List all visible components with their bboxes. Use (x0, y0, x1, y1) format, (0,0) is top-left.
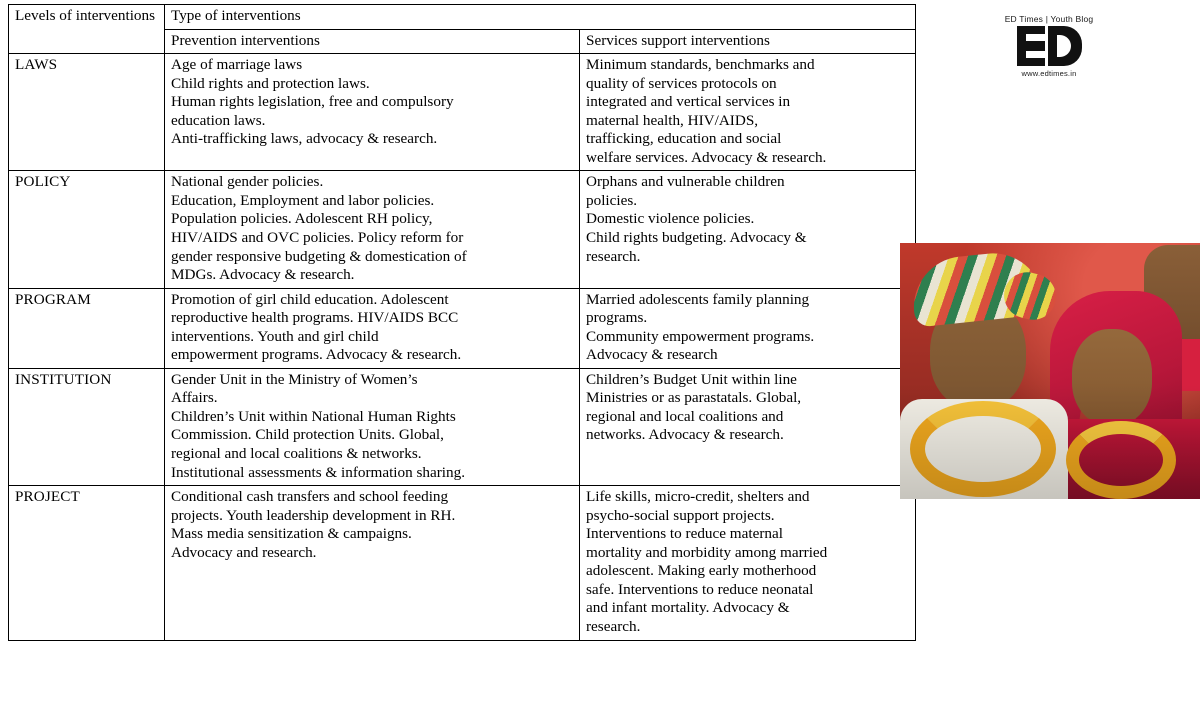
row-services-cell (580, 368, 916, 485)
text-line: Minimum standards, benchmarks and (586, 56, 815, 74)
header-levels-of-interventions (9, 5, 165, 54)
text-line: safe. Interventions to reduce neonatal (586, 580, 814, 598)
text-line: Children’s Unit within National Human Rights (171, 407, 456, 425)
table-row (9, 368, 916, 485)
text-line: research. (586, 247, 641, 265)
text-line: Age of marriage laws (171, 56, 303, 74)
text-line: MDGs. Advocacy & research. (171, 266, 355, 284)
text-line: Affairs. (171, 389, 218, 407)
text-line: Ministries or as parastatals. Global, (586, 389, 802, 407)
text-line: projects. Youth leadership development in RH. (171, 506, 456, 524)
row-services-cell (580, 54, 916, 171)
child-marriage-photo (900, 243, 1200, 499)
text-line: Advocacy & research (586, 346, 718, 364)
logo-letter-e-icon (1017, 26, 1045, 66)
text-line: integrated and vertical services in (586, 93, 791, 111)
interventions-table-container (8, 4, 915, 641)
text-line: Orphans and vulnerable children (586, 173, 785, 191)
row-level-label: LAWS (9, 54, 165, 171)
text-line: Married adolescents family planning (586, 290, 810, 308)
text-line: programs. (586, 309, 648, 327)
text-line: Child rights budgeting. Advocacy & (586, 229, 807, 247)
row-level-label: PROGRAM (9, 288, 165, 368)
text-line: education laws. (171, 111, 266, 129)
text-line: Promotion of girl child education. Adolescent (171, 290, 449, 308)
header-prevention-interventions: Prevention interventions (165, 29, 580, 54)
row-level-label: POLICY (9, 171, 165, 288)
text-line: HIV/AIDS and OVC policies. Policy reform for (171, 229, 464, 247)
header-type-of-interventions: Type of interventions (165, 5, 916, 30)
text-line: gender responsive budgeting & domestication of (171, 247, 467, 265)
header-services-support-interventions: Services support interventions (580, 29, 916, 54)
text-line: Human rights legislation, free and compulsory (171, 93, 454, 111)
row-services-cell (580, 486, 916, 640)
photo-vignette (900, 243, 1200, 499)
text-line: Child rights and protection laws. (171, 74, 370, 92)
row-prevention-cell (165, 171, 580, 288)
text-line: interventions. Youth and girl child (171, 327, 379, 345)
table-row (9, 486, 916, 640)
logo-website-url: www.edtimes.in (1021, 69, 1077, 78)
text-line: Education, Employment and labor policies. (171, 191, 435, 209)
text-line: Life skills, micro-credit, shelters and (586, 488, 810, 506)
text-line: adolescent. Making early motherhood (586, 562, 817, 580)
table-header-row-type (9, 5, 916, 30)
row-services-cell (580, 288, 916, 368)
text-line: quality of services protocols on (586, 74, 777, 92)
text-line: policies. (586, 191, 638, 209)
text-line: Population policies. Adolescent RH policy, (171, 210, 433, 228)
logo-tagline: ED Times | Youth Blog (1004, 14, 1094, 24)
table-row (9, 288, 916, 368)
text-line: reproductive health programs. HIV/AIDS BCC (171, 309, 459, 327)
text-line: Community empowerment programs. (586, 327, 815, 345)
text-line: National gender policies. (171, 173, 324, 191)
interventions-table (8, 4, 916, 641)
row-prevention-cell (165, 368, 580, 485)
header-levels-line-1: Levels of interventions (15, 7, 156, 24)
row-prevention-cell (165, 486, 580, 640)
text-line: Domestic violence policies. (586, 210, 755, 228)
text-line: regional and local coalitions and (586, 407, 784, 425)
row-prevention-cell (165, 54, 580, 171)
text-line: Commission. Child protection Units. Global, (171, 426, 444, 444)
text-line: Conditional cash transfers and school feeding (171, 488, 449, 506)
text-line: Mass media sensitization & campaigns. (171, 525, 412, 543)
logo-wordmark-icon (994, 26, 1104, 66)
logo-letter-d-icon (1048, 26, 1082, 66)
text-line: networks. Advocacy & research. (586, 426, 784, 444)
text-line: Interventions to reduce maternal (586, 525, 783, 543)
text-line: psycho-social support projects. (586, 506, 775, 524)
table-row (9, 171, 916, 288)
text-line: and infant mortality. Advocacy & (586, 599, 790, 617)
row-services-cell (580, 171, 916, 288)
text-line: mortality and morbidity among married (586, 543, 828, 561)
ed-times-logo (994, 14, 1104, 78)
row-prevention-cell (165, 288, 580, 368)
text-line: Anti-trafficking laws, advocacy & research. (171, 130, 438, 148)
text-line: trafficking, education and social (586, 130, 782, 148)
row-level-label: INSTITUTION (9, 368, 165, 485)
text-line: welfare services. Advocacy & research. (586, 148, 827, 166)
text-line: maternal health, HIV/AIDS, (586, 111, 759, 129)
text-line: regional and local coalitions & networks. (171, 445, 422, 463)
text-line: Institutional assessments & information sharing. (171, 463, 466, 481)
row-level-label: PROJECT (9, 486, 165, 640)
text-line: Children’s Budget Unit within line (586, 370, 797, 388)
text-line: research. (586, 617, 641, 635)
text-line: Advocacy and research. (171, 543, 317, 561)
text-line: empowerment programs. Advocacy & research. (171, 346, 462, 364)
table-row (9, 54, 916, 171)
text-line: Gender Unit in the Ministry of Women’s (171, 370, 418, 388)
